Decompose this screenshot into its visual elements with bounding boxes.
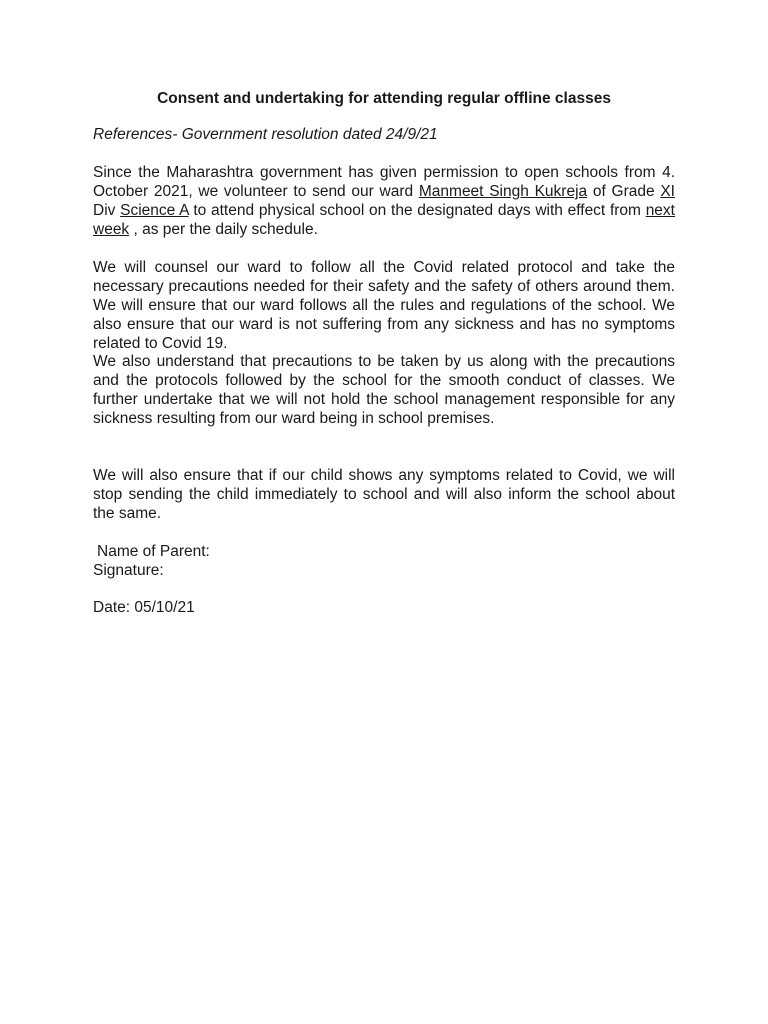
paragraph-permission-text-4: to attend physical school on the designated days with effect from bbox=[188, 202, 646, 219]
paragraph-permission-text-3: Div bbox=[93, 202, 121, 219]
date-label: Date: 05/10/21 bbox=[93, 599, 195, 616]
student-grade: XI bbox=[660, 183, 675, 200]
reference-line: References- Government resolution dated 24/9/21 bbox=[93, 126, 438, 143]
paragraph-permission-text-1: Since the Maharashtra government has given permission to open schools from 4. October 2021, we volunteer to send our ward bbox=[93, 164, 675, 200]
paragraph-permission bbox=[93, 163, 675, 239]
paragraph-counsel: We will counsel our ward to follow all the Covid related protocol and take the necessary precautions needed for their safety and the safety of others around them. We will ensure that our ward follows all the rules and regulations of the school. We also ensure that our ward is not suffering from any sickness and has no symptoms related to Covid 19. bbox=[93, 259, 675, 352]
signature-label: Signature: bbox=[93, 562, 164, 579]
document-title: Consent and undertaking for attending regular offline classes bbox=[157, 90, 611, 107]
paragraph-understand: We also understand that precautions to be taken by us along with the precautions and the protocols followed by the school for the smooth conduct of classes. We further undertake that we will not hold the school management responsible for any sickness resulting from our ward being in school premises. bbox=[93, 353, 675, 427]
name-of-parent-label: Name of Parent: bbox=[97, 543, 210, 560]
paragraph-symptoms: We will also ensure that if our child shows any symptoms related to Covid, we will stop sending the child immediately to school and will also inform the school about the same. bbox=[93, 467, 675, 522]
student-name: Manmeet Singh Kukreja bbox=[418, 183, 588, 200]
paragraph-permission-text-2: of Grade bbox=[587, 183, 661, 200]
paragraph-permission-text-5: , as per the daily schedule. bbox=[129, 221, 318, 238]
student-division: Science A bbox=[120, 202, 189, 219]
start-date: next week bbox=[93, 202, 675, 238]
